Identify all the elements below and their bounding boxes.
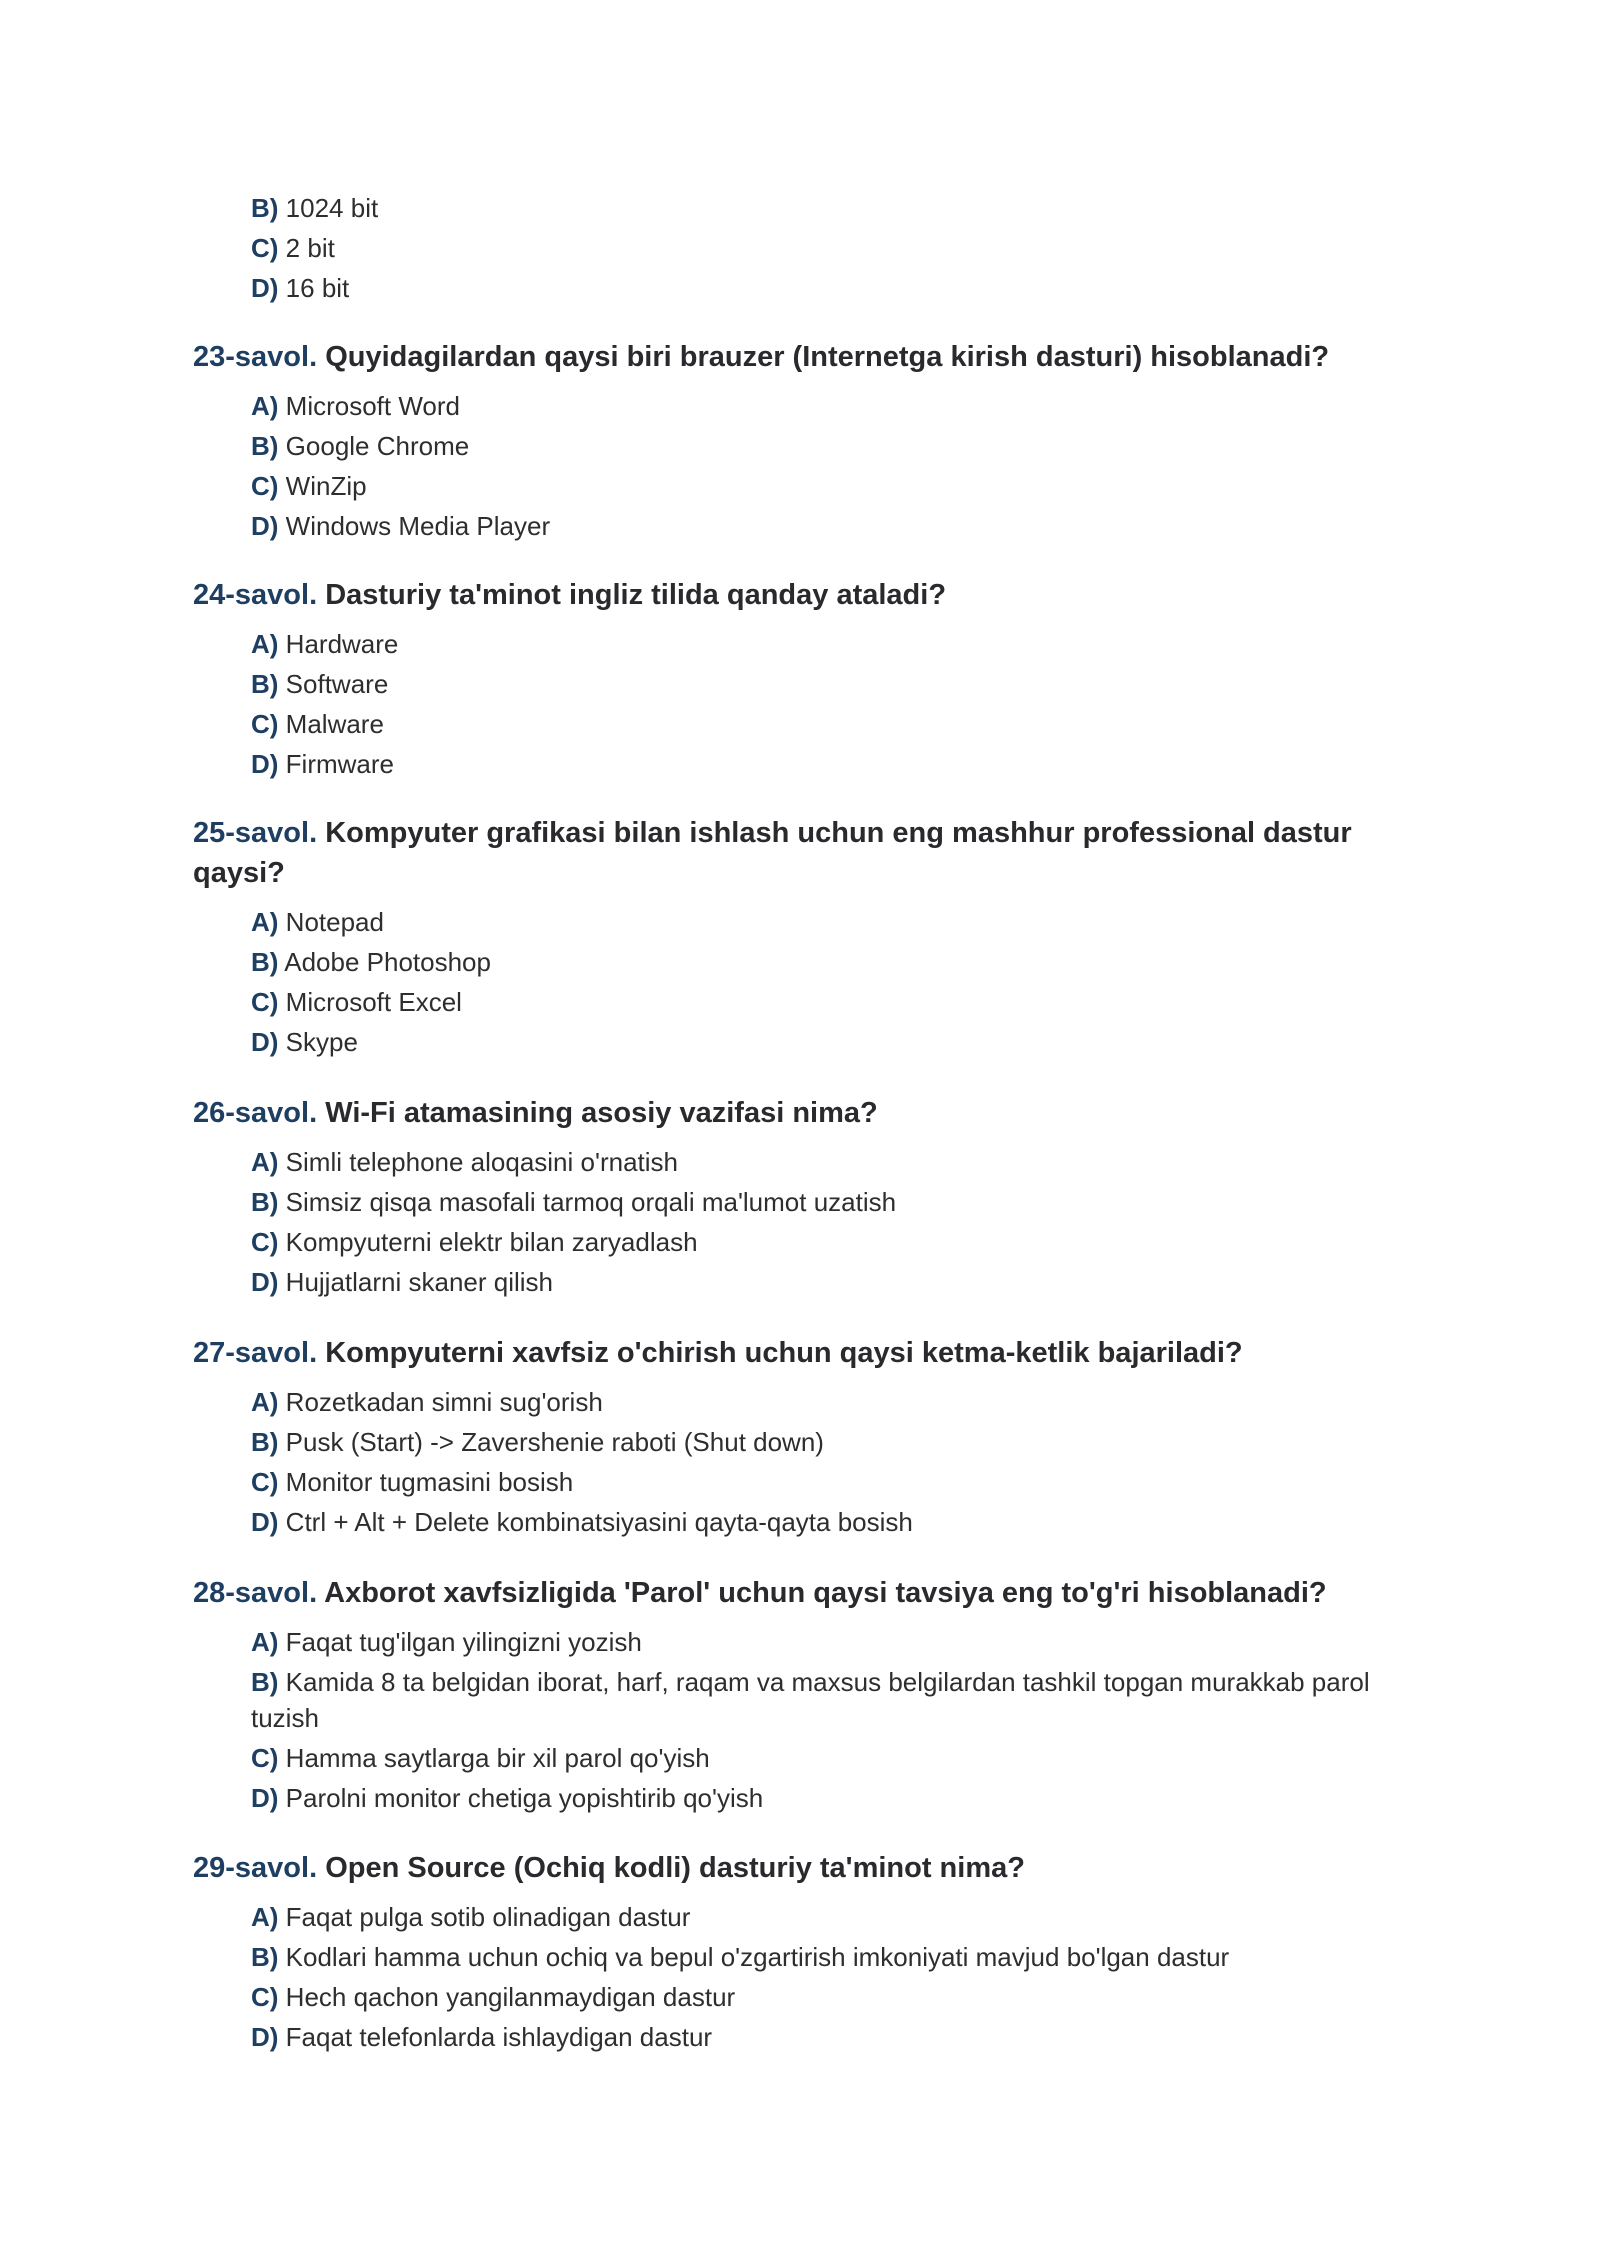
option-letter: A) — [251, 1387, 279, 1417]
question-27-heading — [193, 1333, 1393, 1373]
option-letter: D) — [251, 1783, 279, 1813]
question-text: Quyidagilardan qaysi biri brauzer (Internetga kirish dasturi) hisoblanadi? — [325, 341, 1330, 373]
option-27-d — [251, 1504, 1381, 1540]
question-26-heading — [193, 1093, 1393, 1133]
option-27-c — [251, 1464, 1381, 1500]
question-28-heading — [193, 1573, 1393, 1613]
option-text: Adobe Photoshop — [284, 947, 491, 977]
option-letter: A) — [251, 1902, 279, 1932]
option-text: 2 bit — [285, 233, 335, 263]
option-text: Faqat telefonlarda ishlaydigan dastur — [285, 2022, 713, 2052]
option-29-b — [251, 1939, 1381, 1975]
option-24-c — [251, 706, 1381, 742]
option-text: Notepad — [285, 907, 384, 937]
option-text: Faqat pulga sotib olinadigan dastur — [285, 1902, 691, 1932]
question-23-heading — [193, 337, 1393, 377]
option-22-d — [251, 270, 1381, 306]
option-text: Hamma saytlarga bir xil parol qo'yish — [285, 1743, 710, 1773]
question-text: Open Source (Ochiq kodli) dasturiy ta'minot nima? — [325, 1852, 1025, 1884]
question-number: 29-savol. — [193, 1852, 318, 1884]
option-letter: C) — [251, 233, 279, 263]
option-25-d — [251, 1024, 1381, 1060]
option-text: Parolni monitor chetiga yopishtirib qo'yish — [285, 1783, 764, 1813]
option-26-a — [251, 1144, 1381, 1180]
option-letter: B) — [251, 947, 279, 977]
question-text: Wi-Fi atamasining asosiy vazifasi nima? — [325, 1097, 878, 1129]
option-26-d — [251, 1264, 1381, 1300]
option-text: Pusk (Start) -> Zavershenie raboti (Shut down) — [285, 1427, 824, 1457]
option-25-c — [251, 984, 1381, 1020]
option-23-d — [251, 508, 1381, 544]
option-25-a — [251, 904, 1381, 940]
option-letter: A) — [251, 629, 279, 659]
option-text: WinZip — [285, 471, 367, 501]
option-text: Software — [285, 669, 389, 699]
option-letter: D) — [251, 1507, 279, 1537]
option-letter: C) — [251, 471, 279, 501]
option-29-a — [251, 1899, 1381, 1935]
option-letter: B) — [251, 1187, 279, 1217]
option-text: Malware — [285, 709, 384, 739]
option-letter: A) — [251, 391, 279, 421]
option-25-b — [251, 944, 1381, 980]
option-text: Kompyuterni elektr bilan zaryadlash — [285, 1227, 698, 1257]
option-23-b — [251, 428, 1381, 464]
option-26-b — [251, 1184, 1381, 1220]
option-letter: D) — [251, 1267, 279, 1297]
option-text: Windows Media Player — [285, 511, 551, 541]
option-letter: B) — [251, 669, 279, 699]
option-text: Monitor tugmasini bosish — [285, 1467, 574, 1497]
option-27-a — [251, 1384, 1381, 1420]
option-text: 1024 bit — [285, 193, 379, 223]
option-text: 16 bit — [285, 273, 350, 303]
question-number: 26-savol. — [193, 1097, 318, 1129]
option-22-c — [251, 230, 1381, 266]
option-text: Kamida 8 ta belgidan iborat, harf, raqam va maxsus belgilardan tashkil topgan murakkab parol tuzish — [251, 1667, 1370, 1733]
option-text: Simsiz qisqa masofali tarmoq orqali ma'lumot uzatish — [285, 1187, 897, 1217]
option-23-c — [251, 468, 1381, 504]
question-text: Kompyuter grafikasi bilan ishlash uchun eng mashhur professional dastur qaysi? — [193, 817, 1352, 889]
option-letter: D) — [251, 273, 279, 303]
option-letter: B) — [251, 193, 279, 223]
question-24-heading — [193, 575, 1393, 615]
option-text: Firmware — [285, 749, 395, 779]
question-25-heading — [193, 813, 1393, 893]
option-text: Kodlari hamma uchun ochiq va bepul o'zgartirish imkoniyati mavjud bo'lgan dastur — [285, 1942, 1230, 1972]
option-letter: A) — [251, 907, 279, 937]
question-number: 23-savol. — [193, 341, 318, 373]
option-text: Rozetkadan simni sug'orish — [285, 1387, 603, 1417]
option-letter: B) — [251, 1667, 279, 1697]
question-text: Kompyuterni xavfsiz o'chirish uchun qaysi ketma-ketlik bajariladi? — [325, 1337, 1243, 1369]
option-letter: B) — [251, 1942, 279, 1972]
option-text: Hech qachon yangilanmaydigan dastur — [285, 1982, 736, 2012]
option-letter: C) — [251, 1227, 279, 1257]
option-letter: C) — [251, 987, 279, 1017]
option-text: Simli telephone aloqasini o'rnatish — [285, 1147, 678, 1177]
option-28-b — [251, 1664, 1381, 1736]
option-text: Skype — [285, 1027, 358, 1057]
question-number: 24-savol. — [193, 579, 318, 611]
question-number: 27-savol. — [193, 1337, 318, 1369]
option-text: Faqat tug'ilgan yilingizni yozish — [285, 1627, 642, 1657]
option-letter: D) — [251, 2022, 279, 2052]
option-letter: D) — [251, 749, 279, 779]
option-text: Microsoft Word — [285, 391, 461, 421]
option-letter: A) — [251, 1627, 279, 1657]
option-28-a — [251, 1624, 1381, 1660]
option-letter: C) — [251, 1743, 279, 1773]
option-letter: C) — [251, 1982, 279, 2012]
option-letter: B) — [251, 1427, 279, 1457]
option-text: Microsoft Excel — [285, 987, 462, 1017]
option-letter: D) — [251, 1027, 279, 1057]
option-letter: B) — [251, 431, 279, 461]
question-29-heading — [193, 1848, 1393, 1888]
option-28-c — [251, 1740, 1381, 1776]
question-text: Dasturiy ta'minot ingliz tilida qanday ataladi? — [325, 579, 947, 611]
option-24-a — [251, 626, 1381, 662]
question-number: 28-savol. — [193, 1577, 318, 1609]
option-26-c — [251, 1224, 1381, 1260]
option-letter: C) — [251, 1467, 279, 1497]
option-28-d — [251, 1780, 1381, 1816]
option-22-b — [251, 190, 1381, 226]
option-letter: D) — [251, 511, 279, 541]
question-text: Axborot xavfsizligida 'Parol' uchun qaysi tavsiya eng to'g'ri hisoblanadi? — [324, 1577, 1327, 1609]
option-text: Ctrl + Alt + Delete kombinatsiyasini qayta-qayta bosish — [285, 1507, 913, 1537]
option-text: Google Chrome — [285, 431, 470, 461]
option-24-b — [251, 666, 1381, 702]
option-text: Hujjatlarni skaner qilish — [285, 1267, 554, 1297]
option-23-a — [251, 388, 1381, 424]
question-number: 25-savol. — [193, 817, 318, 849]
option-text: Hardware — [285, 629, 399, 659]
option-letter: A) — [251, 1147, 279, 1177]
option-29-d — [251, 2019, 1381, 2055]
option-24-d — [251, 746, 1381, 782]
option-letter: C) — [251, 709, 279, 739]
option-29-c — [251, 1979, 1381, 2015]
option-27-b — [251, 1424, 1381, 1460]
